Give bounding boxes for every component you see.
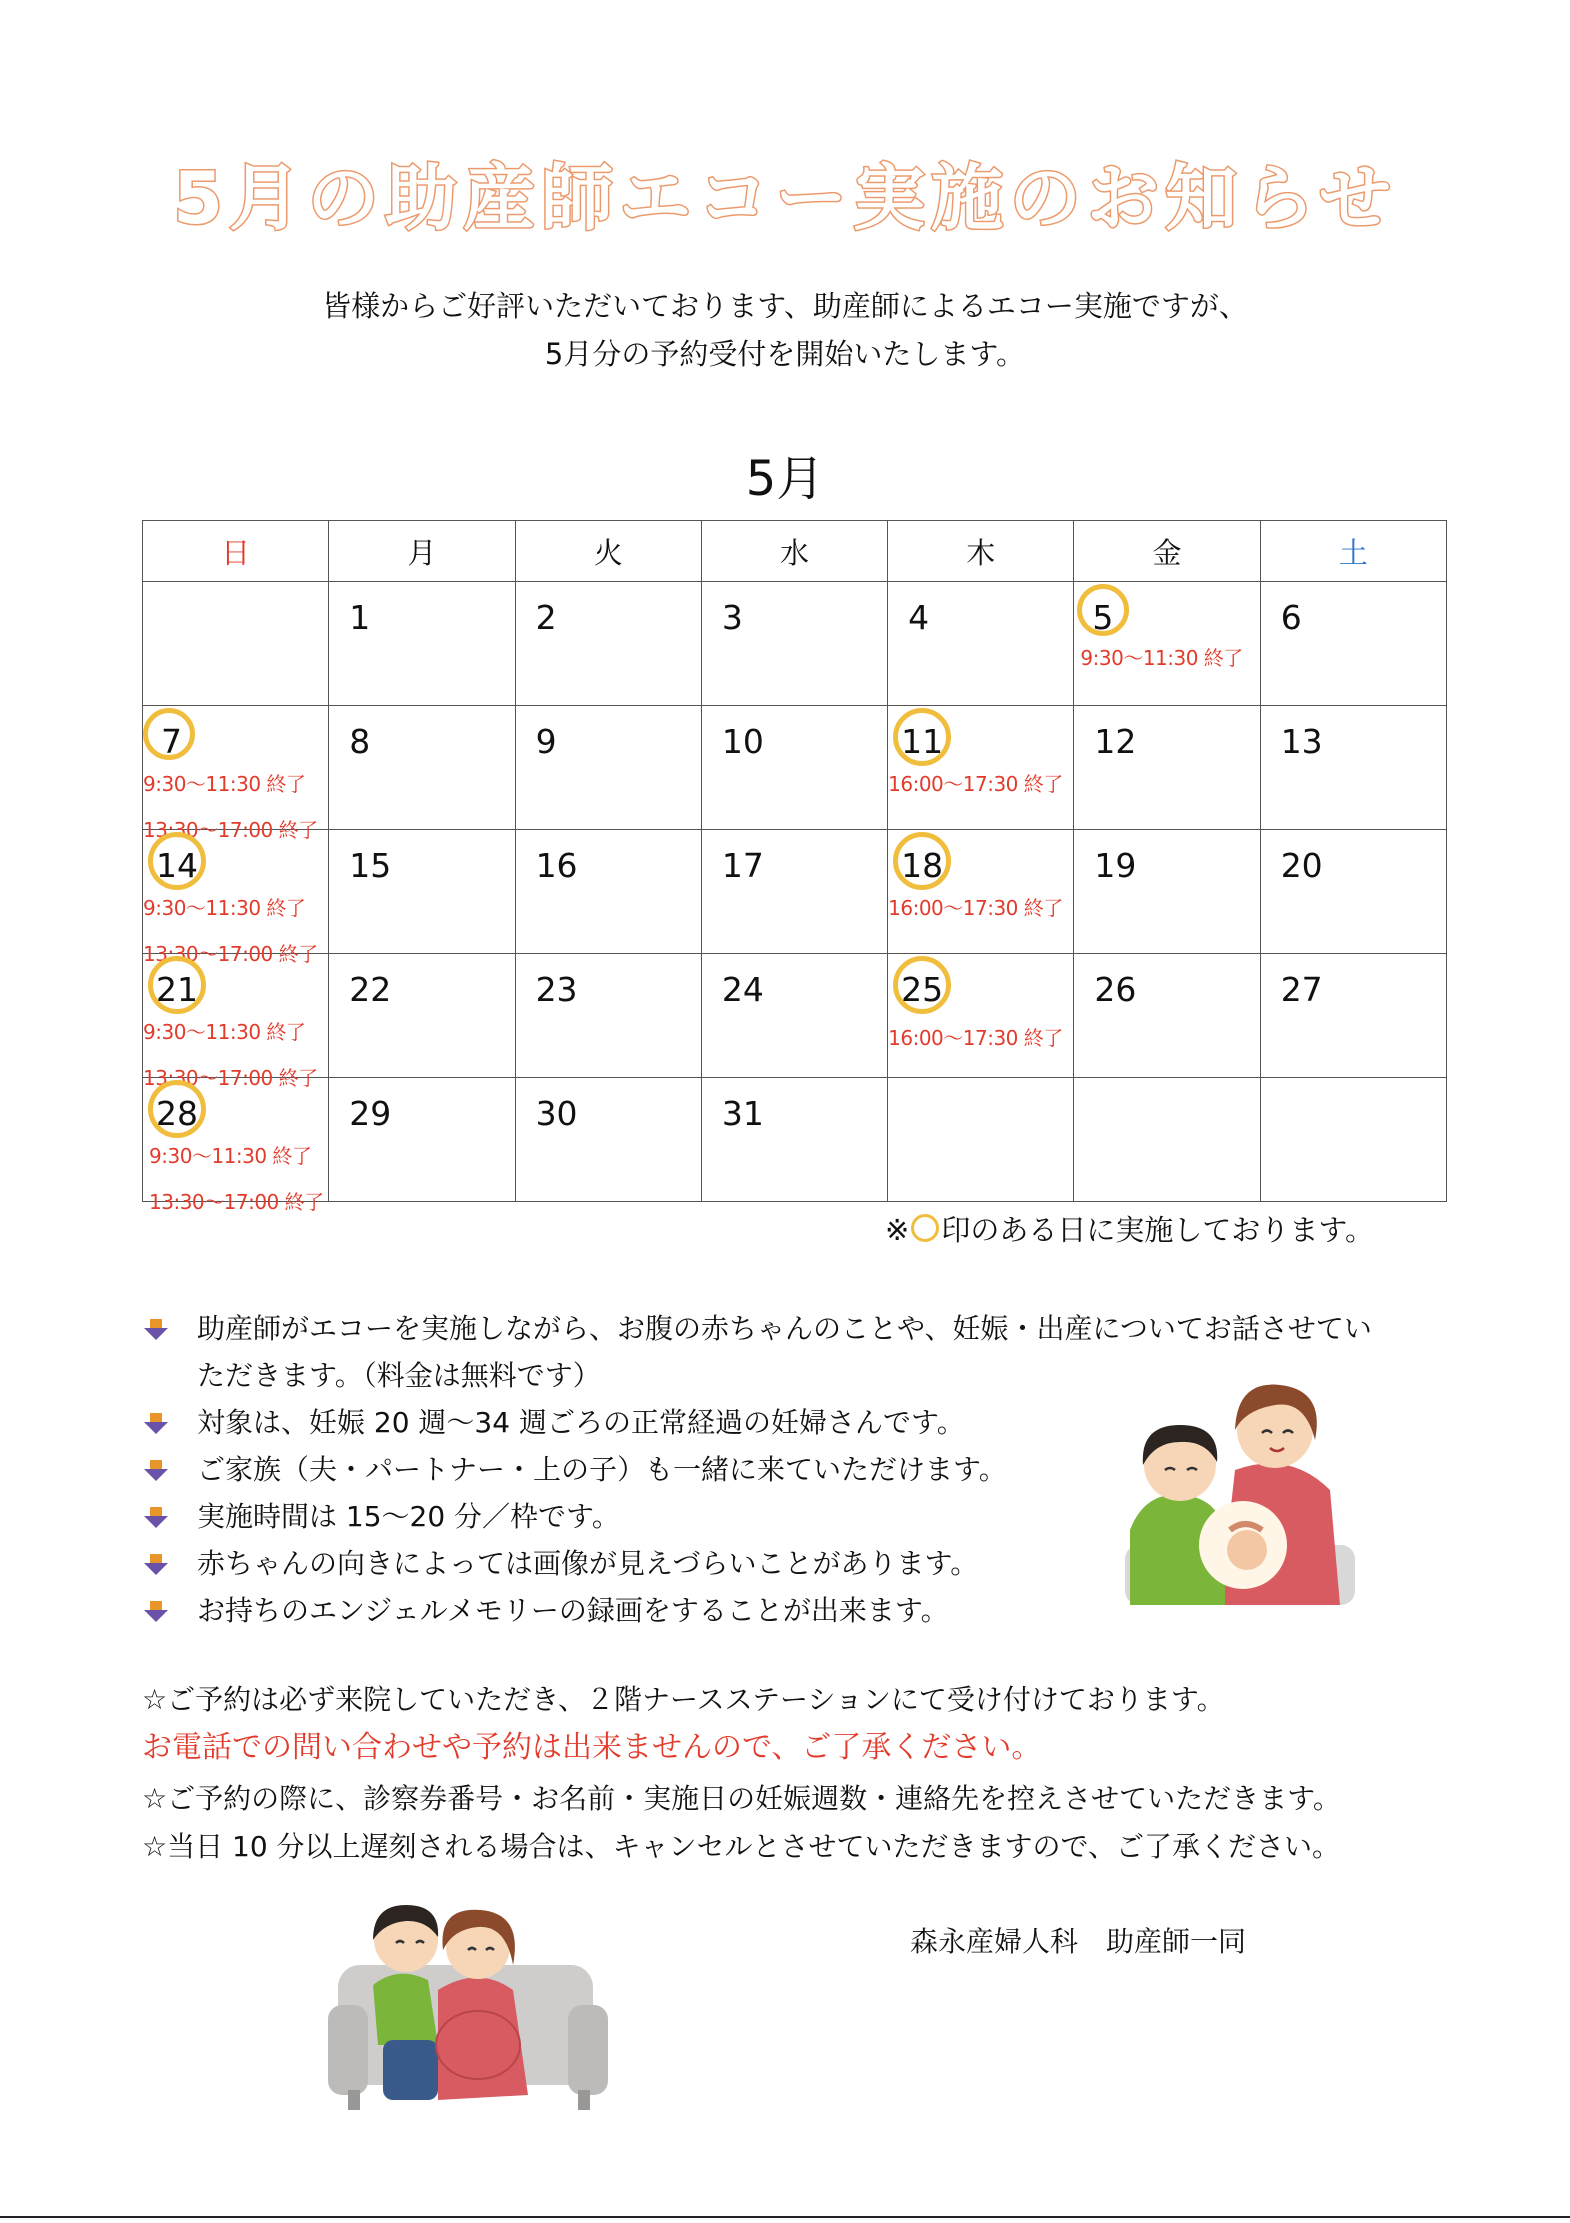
- calendar-note: [885, 1208, 1374, 1249]
- day-number: 9: [535, 722, 557, 761]
- day-number: 22: [349, 970, 392, 1009]
- calendar-day-cell: [888, 706, 1074, 830]
- calendar-week-row: [143, 706, 1447, 830]
- calendar-table: [142, 520, 1447, 1214]
- calendar-day-cell: [701, 582, 887, 706]
- weekday-wednesday: 水: [701, 521, 887, 582]
- day-number: 19: [1094, 846, 1137, 885]
- day-number: 14: [156, 846, 198, 885]
- calendar-day-cell: [329, 954, 515, 1078]
- calendar-day-cell: [701, 954, 887, 1078]
- reservation-notice-1: ☆ご予約は必ず来院していただき、２階ナースステーションにて受け付けております。: [142, 1683, 1225, 1716]
- calendar-day-cell: [329, 830, 515, 954]
- day-number: 6: [1280, 598, 1302, 637]
- session-time: 13:30〜17:00 終了: [143, 818, 318, 842]
- session-time: 13:30〜17:00 終了: [143, 1066, 318, 1090]
- day-number: 8: [349, 722, 371, 761]
- calendar-day-cell: [1260, 830, 1446, 954]
- day-number: 16: [535, 846, 578, 885]
- intro-line-1: 皆様からご好評いただいております、助産師によるエコー実施ですが、: [322, 289, 1248, 323]
- day-number: 10: [721, 722, 764, 761]
- calendar-day-cell: [329, 1078, 515, 1202]
- info-item: 助産師がエコーを実施しながら、お腹の赤ちゃんのことや、妊娠・出産についてお話させてい: [142, 1305, 1442, 1352]
- day-number: 29: [349, 1094, 392, 1133]
- day-number: 5: [1092, 598, 1114, 637]
- arrow-bullet-icon: [144, 1460, 170, 1482]
- weekday-thursday: 木: [888, 521, 1074, 582]
- day-number: 31: [721, 1094, 764, 1133]
- day-number: 26: [1094, 970, 1137, 1009]
- weekday-saturday: 土: [1260, 521, 1446, 582]
- calendar-week-row: [143, 1078, 1447, 1202]
- calendar-day-cell: [515, 954, 701, 1078]
- calendar-day-cell: [143, 830, 329, 966]
- arrow-bullet-icon: [144, 1507, 170, 1529]
- weekday-friday: 金: [1074, 521, 1260, 582]
- calendar-day-cell: [329, 706, 515, 830]
- note-text: 印のある日に実施しております。: [941, 1213, 1374, 1247]
- day-number: 27: [1280, 970, 1323, 1009]
- calendar-day-cell: [1074, 954, 1260, 1078]
- day-number: 23: [535, 970, 578, 1009]
- session-time: 16:00〜17:30 終了: [888, 896, 1063, 920]
- day-number: 12: [1094, 722, 1137, 761]
- day-number: 1: [349, 598, 371, 637]
- session-time: 16:00〜17:30 終了: [888, 772, 1063, 796]
- reservation-notice-2: ☆ご予約の際に、診察券番号・お名前・実施日の妊娠週数・連絡先を控えさせていただきます。: [142, 1782, 1341, 1815]
- arrow-bullet-icon: [144, 1319, 170, 1341]
- calendar-day-cell: [143, 706, 329, 842]
- phone-warning-text: お電話での問い合わせや予約は出来ませんので、ご了承ください。: [142, 1730, 1042, 1765]
- info-item: 実施時間は 15〜20 分／枠です。: [142, 1493, 1442, 1540]
- calendar-day-cell: [143, 1078, 329, 1214]
- reservation-notice-3: ☆当日 10 分以上遅刻される場合は、キャンセルとさせていただきますので、ご了承ください。: [142, 1830, 1340, 1863]
- day-number: 3: [721, 598, 743, 637]
- calendar-week-row: [143, 582, 1447, 706]
- session-time: 9:30〜11:30 終了: [149, 1144, 312, 1168]
- calendar-day-cell: [701, 830, 887, 954]
- calendar-day-cell: [888, 582, 1074, 706]
- signature: 森永産婦人科 助産師一同: [910, 1925, 1247, 1958]
- day-number: 28: [156, 1094, 198, 1133]
- day-number: 18: [901, 846, 944, 885]
- day-number: 7: [161, 722, 182, 761]
- intro-text: [0, 282, 1570, 378]
- info-item: お持ちのエンジェルメモリーの録画をすることが出来ます。: [142, 1587, 1442, 1634]
- calendar-body: [143, 582, 1447, 1214]
- calendar-empty-cell: [143, 582, 329, 706]
- calendar-day-cell: [515, 1078, 701, 1202]
- weekday-sunday: 日: [143, 521, 329, 582]
- bottom-rule: [0, 2216, 1570, 2218]
- calendar-day-cell: [1074, 706, 1260, 830]
- couple-sofa-illustration: [328, 1895, 618, 2115]
- couple-ultrasound-illustration: [1125, 1370, 1365, 1610]
- info-item: 対象は、妊娠 20 週〜34 週ごろの正常経過の妊婦さんです。: [142, 1399, 1442, 1446]
- calendar-empty-cell: [1074, 1078, 1260, 1202]
- calendar-day-cell: [1260, 954, 1446, 1078]
- arrow-bullet-icon: [144, 1554, 170, 1576]
- calendar-day-cell: [888, 830, 1074, 954]
- intro-line-2: 5月分の予約受付を開始いたします。: [544, 337, 1026, 371]
- session-time: 9:30〜11:30 終了: [1080, 646, 1243, 670]
- day-number: 20: [1280, 846, 1323, 885]
- day-number: 17: [721, 846, 764, 885]
- calendar-day-cell: [1074, 830, 1260, 954]
- session-time: 9:30〜11:30 終了: [143, 1020, 306, 1044]
- phone-warning: [142, 1724, 1472, 1771]
- day-number: 2: [535, 598, 557, 637]
- day-number: 21: [156, 970, 198, 1009]
- calendar-day-cell: [701, 706, 887, 830]
- weekday-monday: 月: [329, 521, 515, 582]
- day-number: 30: [535, 1094, 578, 1133]
- info-item: 赤ちゃんの向きによっては画像が見えづらいことがあります。: [142, 1540, 1442, 1587]
- session-time: 13:30〜17:00 終了: [149, 1190, 324, 1214]
- calendar-empty-cell: [888, 1078, 1074, 1202]
- calendar-day-cell: [701, 1078, 887, 1202]
- ring-marker-icon: [911, 1214, 939, 1242]
- calendar-day-cell: [1260, 582, 1446, 706]
- calendar-day-cell: [143, 954, 329, 1090]
- calendar-day-cell: [515, 582, 701, 706]
- info-item-continued: ただきます。（料金は無料です）: [197, 1359, 601, 1392]
- weekday-tuesday: 火: [515, 521, 701, 582]
- calendar-day-cell: [515, 706, 701, 830]
- session-time: 16:00〜17:30 終了: [888, 1026, 1063, 1050]
- calendar-day-cell: [1074, 582, 1260, 706]
- weekday-header-row: [143, 521, 1447, 582]
- session-time: 9:30〜11:30 終了: [143, 896, 306, 920]
- session-time: 13:30〜17:00 終了: [143, 942, 318, 966]
- day-number: 13: [1280, 722, 1323, 761]
- arrow-bullet-icon: [144, 1601, 170, 1623]
- day-number: 24: [721, 970, 764, 1009]
- calendar-week-row: [143, 830, 1447, 954]
- day-number: 15: [349, 846, 392, 885]
- day-number: 25: [901, 970, 944, 1009]
- calendar-week-row: [143, 954, 1447, 1078]
- calendar-day-cell: [329, 582, 515, 706]
- note-prefix: ※: [885, 1213, 910, 1247]
- calendar-day-cell: [888, 954, 1074, 1078]
- day-number: 4: [908, 598, 930, 637]
- session-time: 9:30〜11:30 終了: [143, 772, 306, 796]
- day-number: 11: [901, 722, 944, 761]
- arrow-bullet-icon: [144, 1413, 170, 1435]
- calendar-month-label: 5月: [745, 451, 825, 507]
- page-title: 5月の助産師エコー実施のお知らせ: [173, 156, 1397, 240]
- calendar-day-cell: [1260, 706, 1446, 830]
- calendar-day-cell: [515, 830, 701, 954]
- info-item: ご家族（夫・パートナー・上の子）も一緒に来ていただけます。: [142, 1446, 1442, 1493]
- calendar-empty-cell: [1260, 1078, 1446, 1202]
